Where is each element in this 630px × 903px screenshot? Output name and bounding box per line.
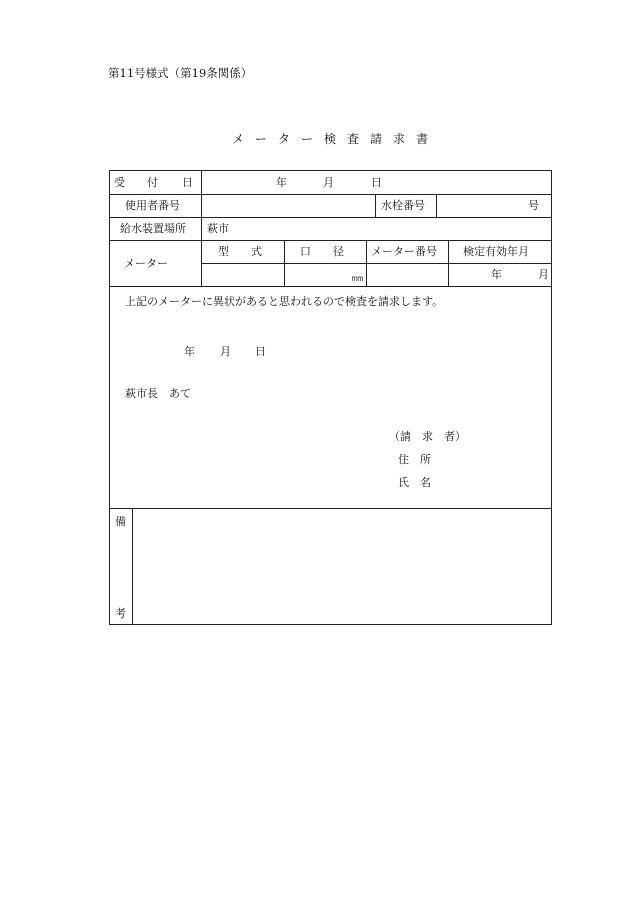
column-divider: [375, 194, 376, 217]
request-statement: 上記のメーターに異状があると思われるので検査を請求します。: [125, 295, 444, 308]
meter-valid-year-unit: 年: [491, 268, 502, 281]
user-number-label: 使用者番号: [125, 199, 180, 212]
requester-label: （請 求 者）: [389, 430, 466, 443]
meter-type-label: 型 式: [218, 245, 262, 258]
column-divider: [201, 170, 202, 286]
reception-month-unit: 月: [323, 176, 334, 189]
reception-day-unit: 日: [371, 176, 382, 189]
reception-year-unit: 年: [276, 176, 287, 189]
meter-label: メーター: [124, 257, 168, 270]
hydrant-number-label: 水栓番号: [381, 199, 425, 212]
form-number: 第11号様式（第19条関係）: [108, 66, 253, 80]
remarks-field[interactable]: [133, 509, 551, 624]
row-divider: [110, 240, 552, 241]
hydrant-number-unit: 号: [528, 199, 539, 212]
row-divider: [110, 286, 552, 287]
meter-bore-label: 口 径: [300, 245, 344, 258]
document-title: メーター検査請求書: [232, 132, 440, 146]
request-date-month: 月: [220, 345, 231, 358]
meter-bore-unit: [350, 272, 365, 283]
request-date-year: 年: [184, 345, 195, 358]
installation-place-value: 萩市: [207, 222, 229, 235]
millimeter-unit-icon: mm: [351, 274, 364, 283]
meter-valid-label: 検定有効年月: [463, 245, 529, 258]
column-divider: [436, 194, 437, 217]
row-divider: [110, 217, 552, 218]
requester-address-label: 住 所: [398, 453, 431, 466]
addressee: 萩市長 あて: [125, 387, 191, 400]
row-divider: [201, 263, 552, 264]
reception-label-char: 日: [182, 176, 193, 189]
requester-name-label: 氏 名: [398, 476, 431, 489]
column-divider: [448, 240, 449, 286]
meter-number-label: メーター番号: [371, 245, 437, 258]
installation-place-label: 給水装置場所: [120, 222, 186, 235]
remarks-label-top: 備: [115, 515, 126, 528]
row-divider: [110, 194, 552, 195]
column-divider: [284, 240, 285, 286]
request-date-day: 日: [255, 345, 266, 358]
meter-valid-month-unit: 月: [538, 268, 549, 281]
reception-label-char: 付: [147, 176, 158, 189]
remarks-label-bottom: 考: [115, 607, 126, 620]
column-divider: [366, 240, 367, 286]
reception-label-char: 受: [114, 176, 125, 189]
